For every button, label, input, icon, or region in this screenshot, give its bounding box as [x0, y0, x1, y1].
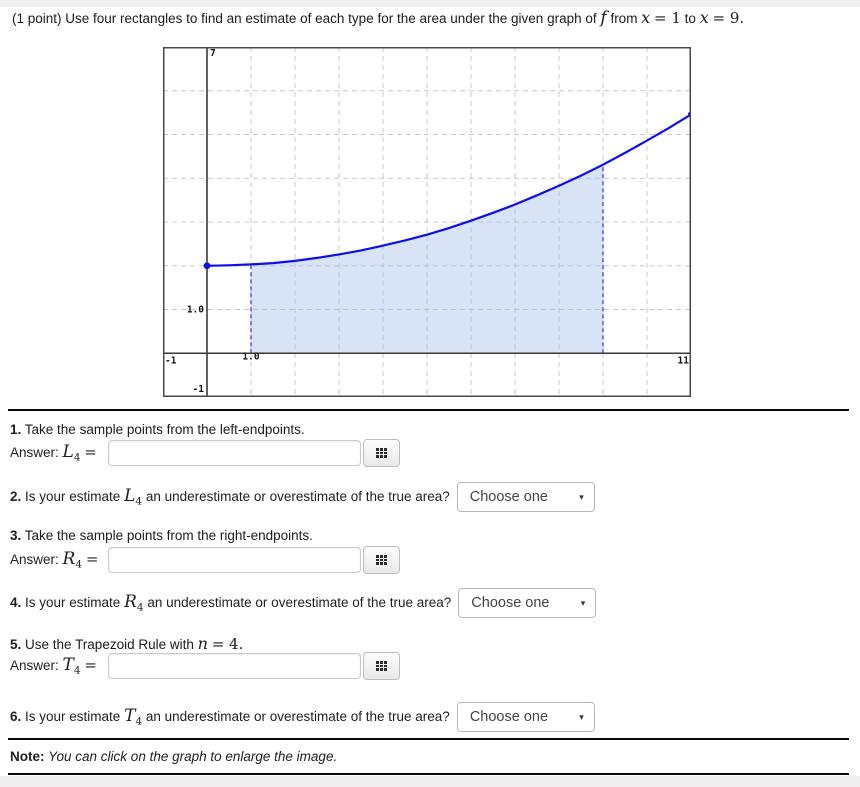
- answer-row-L4: [10, 439, 400, 469]
- math-R: R: [124, 592, 137, 612]
- question-text: an underestimate or overestimate of the true area?: [145, 709, 450, 724]
- select-L4-under-over[interactable]: [457, 482, 595, 512]
- problem-statement-text: from: [610, 11, 638, 26]
- question-number: 6.: [10, 709, 22, 724]
- math-T: T: [124, 706, 136, 726]
- answer-label-R4: [10, 549, 108, 571]
- svg-text:1.0: 1.0: [186, 304, 204, 316]
- math-sub-4: 4: [73, 664, 81, 677]
- chevron-down-icon: ▾: [580, 597, 586, 608]
- math-x: x: [699, 8, 709, 27]
- select-value: Choose one: [471, 595, 550, 612]
- answer-input-R4[interactable]: [108, 547, 361, 573]
- math-equals: =: [85, 550, 99, 569]
- question-text: Is your estimate: [25, 709, 121, 724]
- note: [10, 749, 337, 764]
- chevron-down-icon: ▾: [579, 711, 584, 722]
- math-n: n: [197, 634, 208, 653]
- equation-editor-button-L4[interactable]: [363, 439, 400, 467]
- answer-label-L4: [10, 442, 108, 464]
- equation-editor-button-T4[interactable]: [363, 652, 400, 680]
- note-text: You can click on the graph to enlarge the image.: [48, 749, 338, 764]
- math-sub-4: 4: [135, 495, 143, 508]
- math-equals: =: [84, 443, 97, 462]
- top-border-band: [0, 0, 860, 7]
- keypad-icon: [376, 555, 387, 565]
- answer-row-R4: [10, 546, 400, 576]
- question-6: [10, 701, 595, 732]
- question-3: [10, 528, 313, 543]
- question-text: Is your estimate: [25, 489, 121, 504]
- question-text: an underestimate or overestimate of the true area?: [145, 489, 450, 504]
- function-area-graph[interactable]: [163, 47, 691, 397]
- math-L: L: [62, 442, 74, 463]
- math-L: L: [124, 486, 136, 506]
- problem-statement-text: to: [684, 11, 696, 26]
- math-x: x: [641, 8, 651, 27]
- math-equals-4: = 4.: [211, 635, 244, 653]
- question-number: 5.: [10, 637, 22, 652]
- math-sub-4: 4: [136, 601, 144, 614]
- answer-row-T4: [10, 652, 400, 682]
- bottom-border-band: [0, 776, 860, 787]
- math-R: R: [62, 549, 76, 570]
- question-2: [10, 481, 595, 512]
- select-T4-under-over[interactable]: [457, 702, 595, 732]
- answer-word: Answer:: [10, 658, 59, 674]
- math-sub-4: 4: [73, 451, 81, 464]
- svg-text:11: 11: [677, 355, 689, 367]
- chevron-down-icon: ▾: [579, 491, 584, 502]
- svg-text:-1: -1: [192, 384, 204, 395]
- question-5: [10, 634, 243, 653]
- divider: [8, 773, 849, 775]
- note-label: Note:: [10, 749, 45, 764]
- problem-statement-text: (1 point) Use four rectangles to find an estimate of each type for the area under the given graph of: [12, 11, 597, 26]
- math-T: T: [62, 655, 74, 676]
- keypad-icon: [376, 661, 387, 671]
- divider: [8, 409, 849, 411]
- problem-statement: [12, 8, 744, 28]
- keypad-icon: [376, 448, 387, 458]
- select-value: Choose one: [469, 709, 549, 726]
- math-sub-4: 4: [135, 715, 143, 728]
- question-1: [10, 422, 305, 437]
- math-sub-4: 4: [75, 558, 83, 571]
- math-f: f: [600, 8, 607, 28]
- math-equals-1: = 1: [654, 9, 681, 27]
- select-value: Choose one: [469, 489, 548, 506]
- answer-input-T4[interactable]: [108, 653, 361, 679]
- question-number: 2.: [10, 489, 22, 504]
- svg-text:-1: -1: [165, 355, 177, 367]
- divider: [8, 738, 849, 740]
- math-equals: =: [84, 656, 97, 675]
- question-4: [10, 587, 596, 618]
- question-number: 1.: [10, 422, 22, 437]
- question-text: Take the sample points from the right-endpoints.: [24, 528, 313, 543]
- answer-word: Answer:: [10, 552, 59, 568]
- svg-text:7: 7: [210, 48, 216, 59]
- question-text: Is your estimate: [25, 595, 121, 610]
- question-text: Use the Trapezoid Rule with: [25, 637, 194, 652]
- question-number: 4.: [10, 595, 22, 610]
- question-text: an underestimate or overestimate of the true area?: [147, 595, 452, 610]
- svg-text:1.0: 1.0: [242, 351, 260, 363]
- math-equals-9: = 9.: [712, 9, 745, 27]
- answer-input-L4[interactable]: [108, 440, 361, 466]
- question-text: Take the sample points from the left-endpoints.: [24, 422, 305, 437]
- question-number: 3.: [10, 528, 22, 543]
- select-R4-under-over[interactable]: [458, 588, 596, 618]
- answer-word: Answer:: [10, 445, 59, 461]
- answer-label-T4: [10, 655, 108, 677]
- equation-editor-button-R4[interactable]: [363, 546, 400, 574]
